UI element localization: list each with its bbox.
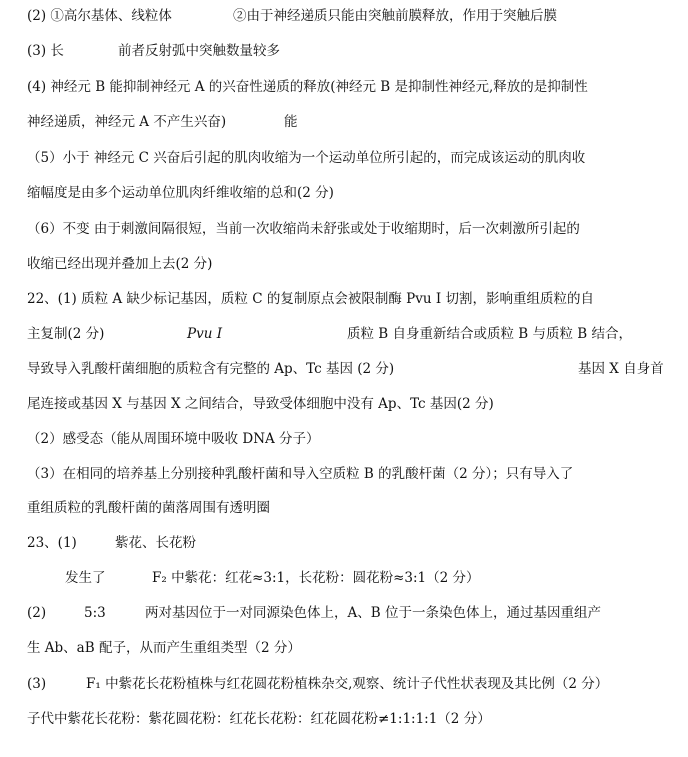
- answer-line-16: [0, 529, 688, 557]
- answer-text: 尾连接或基因 X 与基因 X 之间结合，导致受体细胞中没有 Ap、Tc 基因(2 分): [27, 396, 494, 412]
- answer-text: 质粒 B 自身重新结合或质粒 B 与质粒 B 结合，: [347, 326, 633, 342]
- answer-text: 5:3: [84, 605, 106, 621]
- answer-text: (3): [27, 676, 47, 692]
- answer-text: 能: [284, 114, 298, 130]
- answer-text: ②由于神经递质只能由突触前膜释放，作用于突触后膜: [233, 8, 557, 24]
- answer-text: 23、(1): [27, 535, 77, 551]
- answer-line-20: [0, 670, 688, 698]
- answer-line-14: [0, 460, 688, 488]
- answer-line-3: [0, 73, 688, 101]
- answer-text: 收缩已经出现并叠加上去(2 分): [27, 256, 213, 272]
- answer-text: 22、(1) 质粒 A 缺少标记基因，质粒 C 的复制原点会被限制酶 Pvu I 切割，影响重组质粒的自: [27, 291, 594, 307]
- answer-text: (4) 神经元 B 能抑制神经元 A 的兴奋性递质的释放(神经元 B 是抑制性神经元,释放的是抑制性: [27, 79, 588, 95]
- answer-text: 紫花、长花粉: [115, 535, 196, 551]
- answer-text: 两对基因位于一对同源染色体上，A、B 位于一条染色体上，通过基因重组产: [145, 605, 601, 621]
- answer-text: 发生了: [65, 570, 106, 586]
- answer-text: F₂ 中紫花：红花≈3:1，长花粉：圆花粉≈3:1（2 分）: [152, 570, 480, 586]
- answer-line-2: [0, 37, 688, 65]
- answer-line-11: [0, 355, 688, 383]
- answer-line-5: [0, 144, 688, 172]
- answer-text: 重组质粒的乳酸杆菌的菌落周围有透明圈: [27, 500, 270, 516]
- answer-text: (2) ①高尔基体、线粒体: [27, 8, 172, 24]
- answer-text: （3）在相同的培养基上分别接种乳酸杆菌和导入空质粒 B 的乳酸杆菌（2 分）；只有导入了: [27, 466, 574, 482]
- answer-line-15: [0, 494, 688, 522]
- answer-text: 导致导入乳酸杆菌细胞的质粒含有完整的 Ap、Tc 基因 (2 分): [27, 361, 395, 377]
- answer-line-8: [0, 250, 688, 278]
- answer-text: 前者反射弧中突触数量较多: [118, 43, 280, 59]
- answer-line-12: [0, 390, 688, 418]
- answer-text: 子代中紫花长花粉：紫花圆花粉：红花长花粉：红花圆花粉≠1:1:1:1（2 分）: [27, 711, 491, 727]
- answer-text: (2): [27, 605, 47, 621]
- answer-text: 生 Ab、aB 配子，从而产生重组类型（2 分）: [27, 640, 301, 656]
- answer-line-19: [0, 634, 688, 662]
- answer-line-13: [0, 425, 688, 453]
- answer-line-4: [0, 108, 688, 136]
- answer-text: 主复制(2 分): [27, 326, 105, 342]
- answer-line-7: [0, 215, 688, 243]
- answer-line-10: [0, 320, 688, 348]
- answer-line-18: [0, 599, 688, 627]
- answer-line-1: [0, 2, 688, 30]
- answer-text: 神经递质，神经元 A 不产生兴奋): [27, 114, 227, 130]
- answer-line-21: [0, 705, 688, 733]
- answer-line-17: [0, 564, 688, 592]
- answer-line-6: [0, 179, 688, 207]
- answer-text: Pvu I: [187, 326, 223, 342]
- answer-text: F₁ 中紫花长花粉植株与红花圆花粉植株杂交,观察、统计子代性状表现及其比例（2 分）: [86, 676, 609, 692]
- answer-text: (3) 长: [27, 43, 64, 59]
- answer-text: （2）感受态（能从周围环境中吸收 DNA 分子）: [27, 431, 320, 447]
- answer-text: 缩幅度是由多个运动单位肌肉纤维收缩的总和(2 分): [27, 185, 334, 201]
- answer-line-9: [0, 285, 688, 313]
- answer-text: （6）不变 由于刺激间隔很短，当前一次收缩尚未舒张或处于收缩期时，后一次刺激所引起的: [27, 221, 580, 237]
- answer-text: 基因 X 自身首: [578, 361, 664, 377]
- answer-text: （5）小于 神经元 C 兴奋后引起的肌肉收缩为一个运动单位所引起的，而完成该运动的肌肉收: [27, 150, 586, 166]
